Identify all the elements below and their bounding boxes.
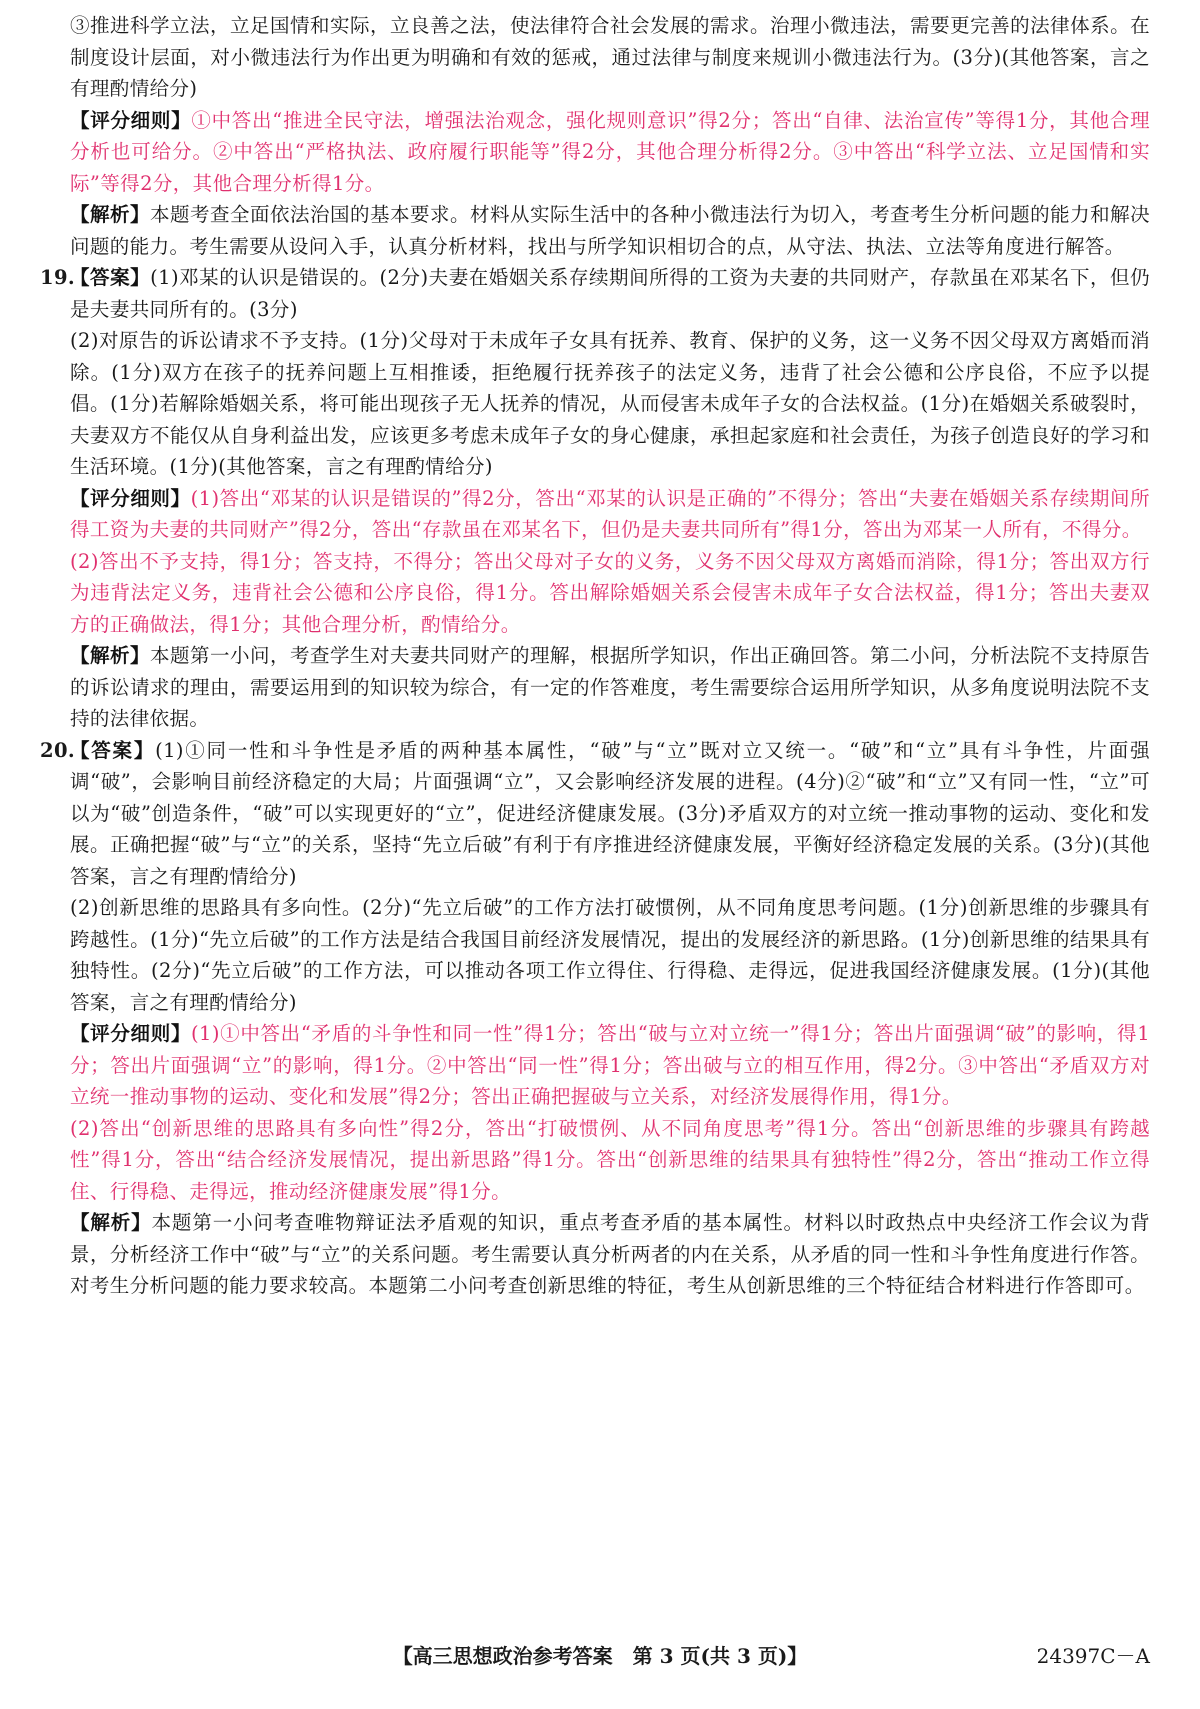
analysis-label: 【解析】: [70, 1211, 152, 1234]
q18-answer-part3: [70, 10, 1150, 105]
score-label: 【评分细则】: [70, 108, 192, 132]
score-text: (1)答出“邓某的认识是错误的”得2分，答出“邓某的认识是正确的”不得分；答出“夫妻在婚姻关系存续期间所得工资为夫妻的共同财产”得2分，答出“存款虽在邓某名下，但仍是夫妻共同所有”得1分，答出为邓某一人所有，不得分。: [70, 486, 1150, 541]
q20-scoring-2: [70, 1113, 1150, 1208]
analysis-label: 【解析】: [70, 644, 151, 667]
q20-scoring-1: [70, 1018, 1150, 1113]
q18-scoring: [70, 105, 1150, 200]
question-number: 19.: [40, 266, 76, 289]
answer-page: [40, 10, 1151, 1302]
analysis-text: 本题第一小问，考查学生对夫妻共同财产的理解，根据所学知识，作出正确回答。第二小问，分析法院不支持原告的诉讼请求的理由，需要运用到的知识较为综合，有一定的作答难度，考生需要综合运用所学知识，从多角度说明法院不支持的法律依据。: [70, 644, 1150, 730]
q19-scoring-2: [70, 546, 1150, 641]
q19-answer-part1: [40, 262, 1150, 325]
q20-analysis: [70, 1207, 1150, 1302]
q19-scoring-1: [70, 483, 1150, 546]
text: (2)创新思维的思路具有多向性。(2分)“先立后破”的工作方法打破惯例，从不同角度思考问题。(1分)创新思维的步骤具有跨越性。(1分)“先立后破”的工作方法是结合我国目前经济发展情况，提出的发展经济的新思路。(1分)创新思维的结果具有独特性。(2分)“先立后破”的工作方法，可以推动各项工作立得住、行得稳、走得远，促进我国经济健康发展。(1分)(其他答案，言之有理酌情给分): [70, 896, 1150, 1014]
text: (2)对原告的诉讼请求不予支持。(1分)父母对于未成年子女具有抚养、教育、保护的义务，这一义务不因父母双方离婚而消除。(1分)双方在孩子的抚养问题上互相推诿，拒绝履行抚养孩子的法定义务，违背了社会公德和公序良俗，不应予以提倡。(1分)若解除婚姻关系，将可能出现孩子无人抚养的情况，从而侵害未成年子女的合法权益。(1分)在婚姻关系破裂时，夫妻双方不能仅从自身利益出发，应该更多考虑未成年子女的身心健康，承担起家庭和社会责任，为孩子创造良好的学习和生活环境。(1分)(其他答案，言之有理酌情给分): [70, 329, 1150, 478]
q20-answer-part1: [40, 735, 1150, 893]
analysis-text: 本题考查全面依法治国的基本要求。材料从实际生活中的各种小微违法行为切入，考查考生分析问题的能力和解决问题的能力。考生需要从设问入手，认真分析材料，找出与所学知识相切合的点，从守法、执法、立法等角度进行解答。: [70, 203, 1150, 258]
q18-analysis: [70, 199, 1150, 262]
text: ③推进科学立法，立足国情和实际，立良善之法，使法律符合社会发展的需求。治理小微违法，需要更完善的法律体系。在制度设计层面，对小微违法行为作出更为明确和有效的惩戒，通过法律与制度来规训小微违法行为。(3分)(其他答案，言之有理酌情给分): [70, 14, 1150, 100]
q20-answer-part2: [70, 892, 1150, 1018]
score-text: ①中答出“推进全民守法，增强法治观念，强化规则意识”得2分；答出“自律、法治宣传”等得1分，其他合理分析也可给分。②中答出“严格执法、政府履行职能等”得2分，其他合理分析得2分。③中答出“科学立法、立足国情和实际”等得2分，其他合理分析得1分。: [70, 108, 1150, 195]
score-label: 【评分细则】: [70, 1022, 192, 1045]
footer-title: 【高三思想政治参考答案 第 3 页(共 3 页)】: [392, 1644, 808, 1668]
analysis-text: 本题第一小问考查唯物辩证法矛盾观的知识，重点考查矛盾的基本属性。材料以时政热点中央经济工作会议为背景，分析经济工作中“破”与“立”的关系问题。考生需要认真分析两者的内在关系，从矛盾的同一性和斗争性角度进行作答。对考生分析问题的能力要求较高。本题第二小问考查创新思维的特征，考生从创新思维的三个特征结合材料进行作答即可。: [70, 1211, 1150, 1297]
score-text: (2)答出不予支持，得1分；答支持，不得分；答出父母对子女的义务，义务不因父母双方离婚而消除，得1分；答出双方行为违背法定义务，违背社会公德和公序良俗，得1分。答出解除婚姻关系会侵害未成年子女合法权益，得1分；答出夫妻双方的正确做法，得1分；其他合理分析，酌情给分。: [70, 549, 1150, 636]
answer-text: (1)①同一性和斗争性是矛盾的两种基本属性，“破”与“立”既对立又统一。“破”和“立”具有斗争性，片面强调“破”，会影响目前经济稳定的大局；片面强调“立”，又会影响经济发展的进程。(4分)②“破”和“立”又有同一性，“立”可以为“破”创造条件，“破”可以实现更好的“立”，促进经济健康发展。(3分)矛盾双方的对立统一推动事物的运动、变化和发展。正确把握“破”与“立”的关系，坚持“先立后破”有利于有序推进经济健康发展，平衡好经济稳定发展的关系。(3分)(其他答案，言之有理酌情给分): [70, 738, 1150, 888]
answer-text: (1)邓某的认识是错误的。(2分)夫妻在婚姻关系存续期间所得的工资为夫妻的共同财产，存款虽在邓某名下，但仍是夫妻共同所有的。(3分): [70, 266, 1150, 321]
score-text: (1)①中答出“矛盾的斗争性和同一性”得1分；答出“破与立对立统一”得1分；答出片面强调“破”的影响，得1分；答出片面强调“立”的影响，得1分。②中答出“同一性”得1分；答出破与立的相互作用，得2分。③中答出“矛盾双方对立统一推动事物的运动、变化和发展”得2分；答出正确把握破与立关系，对经济发展得作用，得1分。: [70, 1022, 1151, 1108]
page-footer: [0, 1640, 1200, 1680]
q19-analysis: [70, 640, 1150, 735]
analysis-label: 【解析】: [70, 203, 151, 226]
answer-label: 【答案】: [70, 738, 156, 762]
footer-code: 24397C－A: [1036, 1644, 1150, 1668]
question-number: 20.: [40, 738, 76, 762]
score-label: 【评分细则】: [70, 486, 191, 510]
answer-label: 【答案】: [70, 266, 151, 289]
q19-answer-part2: [70, 325, 1150, 483]
score-text: (2)答出“创新思维的思路具有多向性”得2分，答出“打破惯例、从不同角度思考”得1分。答出“创新思维的步骤具有跨越性”得1分，答出“结合经济发展情况，提出新思路”得1分。答出“创新思维的结果具有独特性”得2分，答出“推动工作立得住、行得稳、走得远，推动经济健康发展”得1分。: [70, 1116, 1150, 1203]
